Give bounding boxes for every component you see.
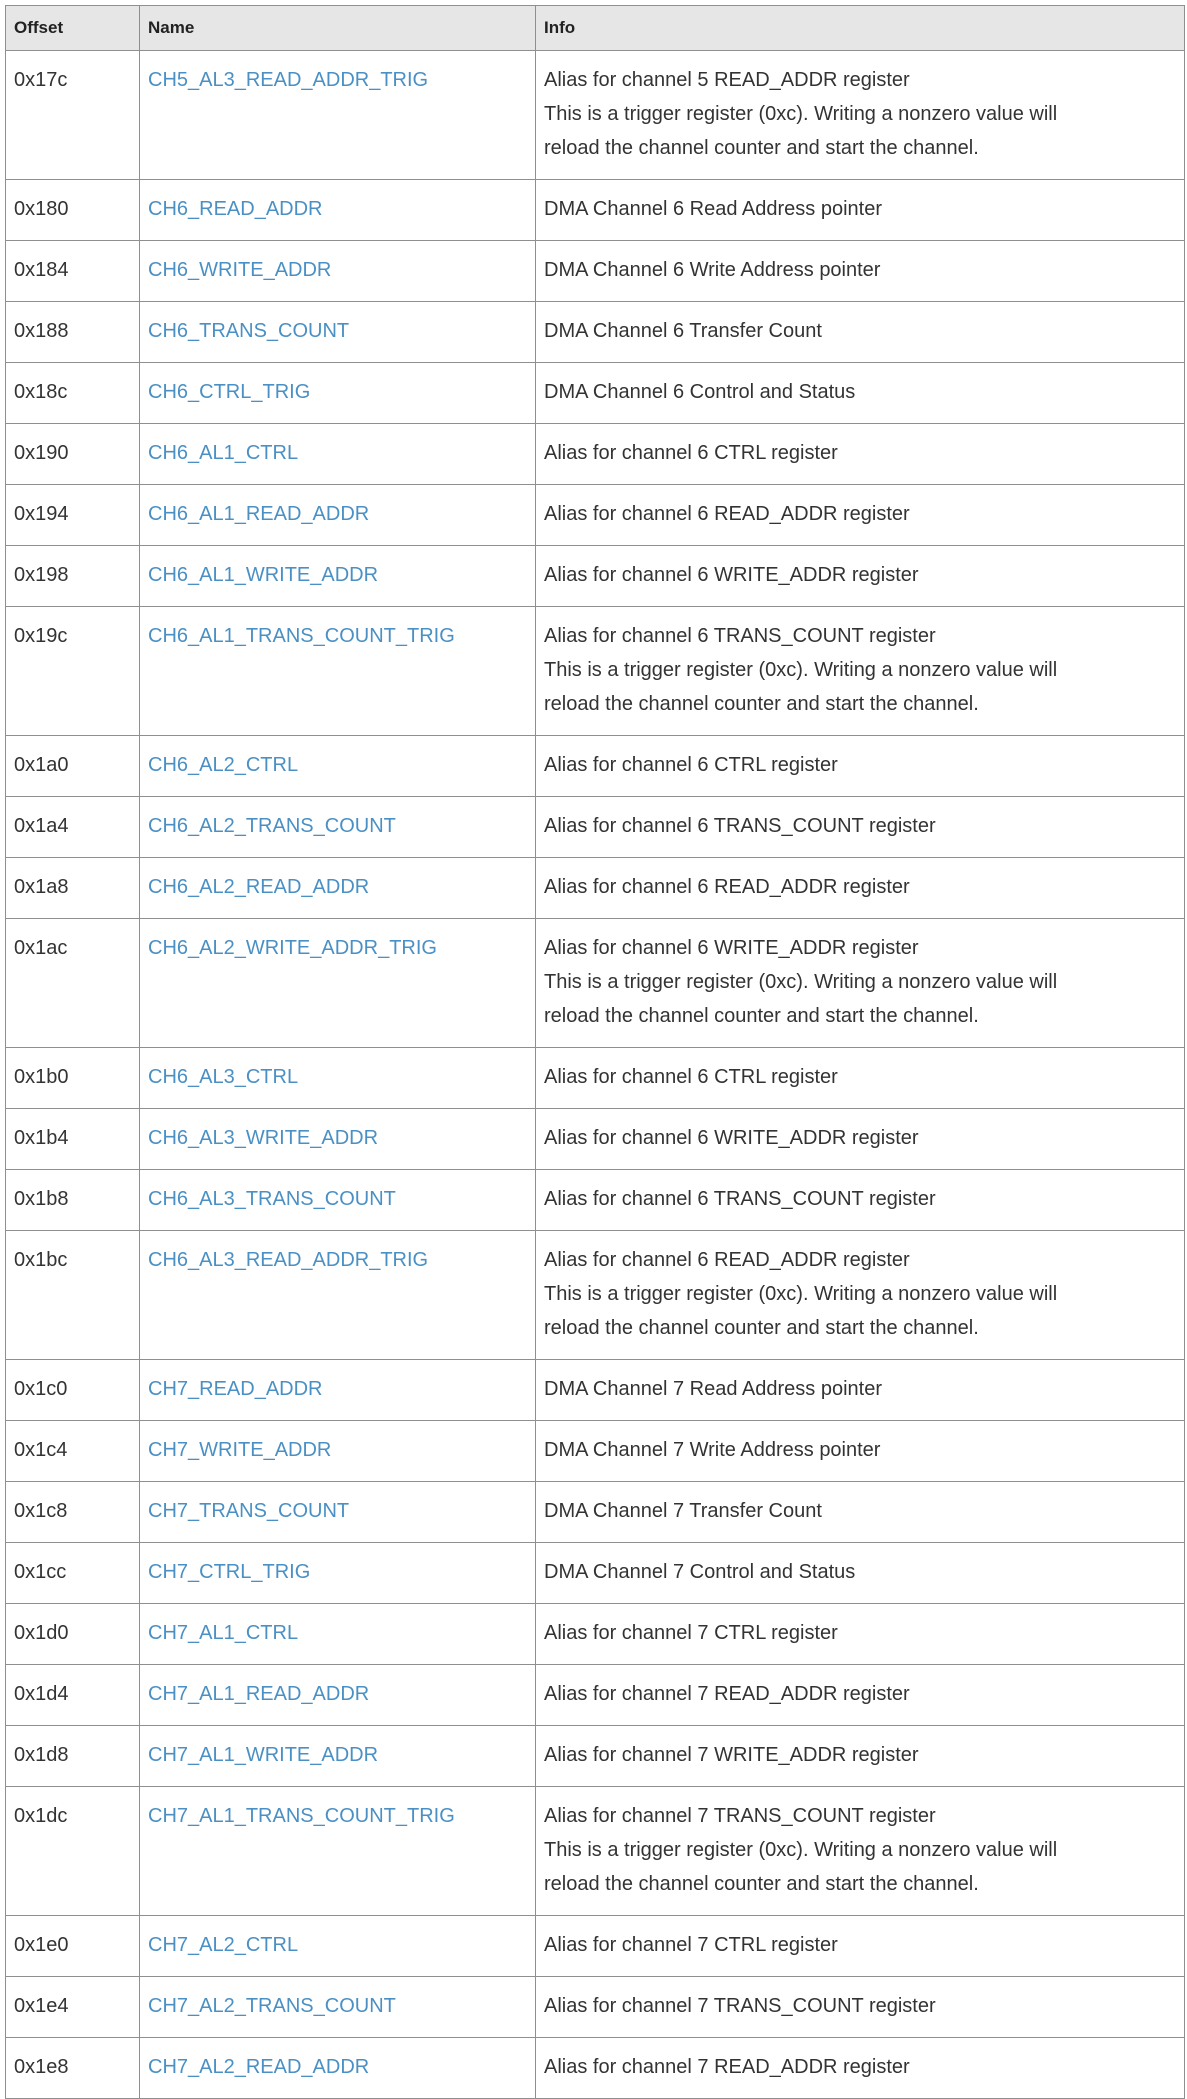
table-row: [6, 485, 1185, 546]
info-line: DMA Channel 6 Read Address pointer: [544, 198, 882, 220]
table-row: [6, 180, 1185, 241]
info-line: Alias for channel 6 READ_ADDR register: [544, 876, 910, 898]
register-name-link[interactable]: CH6_WRITE_ADDR: [148, 259, 332, 281]
info-cell: [536, 1421, 1185, 1482]
table-row: [6, 1421, 1185, 1482]
info-line: Alias for channel 7 WRITE_ADDR register: [544, 1744, 919, 1766]
register-name-link[interactable]: CH6_AL2_TRANS_COUNT: [148, 815, 396, 837]
register-name-link[interactable]: CH7_READ_ADDR: [148, 1378, 323, 1400]
table-row: [6, 241, 1185, 302]
table-row: [6, 1048, 1185, 1109]
info-cell: [536, 546, 1185, 607]
offset-cell: 0x1bc: [6, 1231, 140, 1360]
info-cell: [536, 1231, 1185, 1360]
name-cell: [140, 1977, 536, 2038]
info-line: reload the channel counter and start the channel.: [544, 1873, 979, 1895]
table-row: [6, 51, 1185, 180]
register-name-link[interactable]: CH7_TRANS_COUNT: [148, 1500, 350, 1522]
offset-cell: 0x1e0: [6, 1916, 140, 1977]
info-cell: [536, 1170, 1185, 1231]
register-name-link[interactable]: CH7_AL1_READ_ADDR: [148, 1683, 370, 1705]
offset-cell: 0x1ac: [6, 919, 140, 1048]
info-line: reload the channel counter and start the channel.: [544, 693, 979, 715]
offset-cell: 0x194: [6, 485, 140, 546]
name-cell: [140, 2038, 536, 2099]
info-line: DMA Channel 6 Control and Status: [544, 381, 856, 403]
info-line: DMA Channel 7 Transfer Count: [544, 1500, 822, 1522]
header-name: Name: [140, 6, 536, 51]
register-name-link[interactable]: CH7_AL2_CTRL: [148, 1934, 299, 1956]
register-name-link[interactable]: CH6_AL2_WRITE_ADDR_TRIG: [148, 937, 437, 959]
info-line: This is a trigger register (0xc). Writing a nonzero value will: [544, 103, 1058, 125]
name-cell: [140, 1048, 536, 1109]
offset-cell: 0x180: [6, 180, 140, 241]
info-line: Alias for channel 7 TRANS_COUNT register: [544, 1995, 936, 2017]
offset-cell: 0x1d0: [6, 1604, 140, 1665]
register-name-link[interactable]: CH7_AL1_CTRL: [148, 1622, 299, 1644]
info-cell: [536, 363, 1185, 424]
table-row: [6, 1109, 1185, 1170]
register-name-link[interactable]: CH7_AL2_TRANS_COUNT: [148, 1995, 396, 2017]
info-line: DMA Channel 7 Read Address pointer: [544, 1378, 882, 1400]
table-row: [6, 1665, 1185, 1726]
name-cell: [140, 1421, 536, 1482]
name-cell: [140, 858, 536, 919]
offset-cell: 0x1a0: [6, 736, 140, 797]
table-row: [6, 1360, 1185, 1421]
info-line: This is a trigger register (0xc). Writing a nonzero value will: [544, 1283, 1058, 1305]
info-line: Alias for channel 6 CTRL register: [544, 754, 838, 776]
info-cell: [536, 1604, 1185, 1665]
info-line: DMA Channel 7 Write Address pointer: [544, 1439, 881, 1461]
table-row: [6, 1170, 1185, 1231]
info-line: reload the channel counter and start the channel.: [544, 137, 979, 159]
offset-cell: 0x198: [6, 546, 140, 607]
info-cell: [536, 797, 1185, 858]
register-name-link[interactable]: CH5_AL3_READ_ADDR_TRIG: [148, 69, 429, 91]
offset-cell: 0x1a4: [6, 797, 140, 858]
name-cell: [140, 180, 536, 241]
register-name-link[interactable]: CH6_AL1_READ_ADDR: [148, 503, 370, 525]
offset-cell: 0x188: [6, 302, 140, 363]
info-line: Alias for channel 6 TRANS_COUNT register: [544, 625, 936, 647]
offset-cell: 0x1c4: [6, 1421, 140, 1482]
register-name-link[interactable]: CH6_TRANS_COUNT: [148, 320, 350, 342]
name-cell: [140, 1360, 536, 1421]
name-cell: [140, 1231, 536, 1360]
name-cell: [140, 1543, 536, 1604]
info-cell: [536, 302, 1185, 363]
register-name-link[interactable]: CH6_AL3_WRITE_ADDR: [148, 1127, 379, 1149]
offset-cell: 0x190: [6, 424, 140, 485]
info-line: Alias for channel 6 WRITE_ADDR register: [544, 564, 919, 586]
name-cell: [140, 1604, 536, 1665]
table-row: [6, 1482, 1185, 1543]
name-cell: [140, 797, 536, 858]
name-cell: [140, 51, 536, 180]
offset-cell: 0x18c: [6, 363, 140, 424]
name-cell: [140, 1787, 536, 1916]
info-cell: [536, 2038, 1185, 2099]
table-row: [6, 546, 1185, 607]
info-line: DMA Channel 6 Transfer Count: [544, 320, 822, 342]
info-line: Alias for channel 7 CTRL register: [544, 1622, 838, 1644]
header-info: Info: [536, 6, 1185, 51]
table-row: [6, 1787, 1185, 1916]
register-name-link[interactable]: CH6_CTRL_TRIG: [148, 381, 311, 403]
register-name-link[interactable]: CH6_AL2_READ_ADDR: [148, 876, 370, 898]
table-row: [6, 1231, 1185, 1360]
register-name-link[interactable]: CH6_READ_ADDR: [148, 198, 323, 220]
name-cell: [140, 607, 536, 736]
table-row: [6, 424, 1185, 485]
info-cell: [536, 424, 1185, 485]
offset-cell: 0x1dc: [6, 1787, 140, 1916]
register-name-link[interactable]: CH6_AL2_CTRL: [148, 754, 299, 776]
offset-cell: 0x184: [6, 241, 140, 302]
table-row: [6, 1977, 1185, 2038]
info-line: Alias for channel 5 READ_ADDR register: [544, 69, 910, 91]
info-line: This is a trigger register (0xc). Writing a nonzero value will: [544, 1839, 1058, 1861]
info-line: Alias for channel 6 CTRL register: [544, 1066, 838, 1088]
offset-cell: 0x1e8: [6, 2038, 140, 2099]
info-line: Alias for channel 6 CTRL register: [544, 442, 838, 464]
offset-cell: 0x1a8: [6, 858, 140, 919]
name-cell: [140, 736, 536, 797]
info-line: This is a trigger register (0xc). Writing a nonzero value will: [544, 971, 1058, 993]
name-cell: [140, 1665, 536, 1726]
info-line: Alias for channel 6 TRANS_COUNT register: [544, 815, 936, 837]
info-cell: [536, 485, 1185, 546]
info-line: Alias for channel 6 WRITE_ADDR register: [544, 1127, 919, 1149]
offset-cell: 0x1b4: [6, 1109, 140, 1170]
offset-cell: 0x1e4: [6, 1977, 140, 2038]
table-row: [6, 363, 1185, 424]
header-offset: Offset: [6, 6, 140, 51]
offset-cell: 0x1d8: [6, 1726, 140, 1787]
table-row: [6, 919, 1185, 1048]
register-name-link[interactable]: CH6_AL3_CTRL: [148, 1066, 299, 1088]
info-cell: [536, 241, 1185, 302]
info-cell: [536, 1726, 1185, 1787]
offset-cell: 0x1d4: [6, 1665, 140, 1726]
offset-cell: 0x19c: [6, 607, 140, 736]
info-cell: [536, 1360, 1185, 1421]
info-line: Alias for channel 6 WRITE_ADDR register: [544, 937, 919, 959]
name-cell: [140, 1109, 536, 1170]
info-line: Alias for channel 6 TRANS_COUNT register: [544, 1188, 936, 1210]
info-cell: [536, 919, 1185, 1048]
register-name-link[interactable]: CH6_AL1_WRITE_ADDR: [148, 564, 379, 586]
info-cell: [536, 1787, 1185, 1916]
info-line: Alias for channel 6 READ_ADDR register: [544, 1249, 910, 1271]
name-cell: [140, 1170, 536, 1231]
info-cell: [536, 858, 1185, 919]
info-line: reload the channel counter and start the channel.: [544, 1005, 979, 1027]
offset-cell: 0x1c0: [6, 1360, 140, 1421]
info-cell: [536, 1048, 1185, 1109]
register-table: [5, 5, 1185, 2099]
register-name-link[interactable]: CH6_AL3_TRANS_COUNT: [148, 1188, 396, 1210]
info-cell: [536, 51, 1185, 180]
info-line: Alias for channel 7 TRANS_COUNT register: [544, 1805, 936, 1827]
table-row: [6, 1726, 1185, 1787]
name-cell: [140, 241, 536, 302]
register-name-link[interactable]: CH7_AL1_TRANS_COUNT_TRIG: [148, 1805, 455, 1827]
table-row: [6, 302, 1185, 363]
offset-cell: 0x1c8: [6, 1482, 140, 1543]
register-name-link[interactable]: CH7_CTRL_TRIG: [148, 1561, 311, 1583]
info-cell: [536, 1109, 1185, 1170]
register-name-link[interactable]: CH6_AL1_TRANS_COUNT_TRIG: [148, 625, 455, 647]
info-cell: [536, 180, 1185, 241]
register-name-link[interactable]: CH6_AL3_READ_ADDR_TRIG: [148, 1249, 429, 1271]
info-cell: [536, 1482, 1185, 1543]
info-line: DMA Channel 6 Write Address pointer: [544, 259, 881, 281]
table-row: [6, 2038, 1185, 2099]
name-cell: [140, 424, 536, 485]
name-cell: [140, 1726, 536, 1787]
name-cell: [140, 919, 536, 1048]
name-cell: [140, 363, 536, 424]
info-line: DMA Channel 7 Control and Status: [544, 1561, 856, 1583]
table-row: [6, 736, 1185, 797]
table-row: [6, 797, 1185, 858]
table-header: [6, 6, 1185, 51]
info-cell: [536, 1665, 1185, 1726]
offset-cell: 0x1b0: [6, 1048, 140, 1109]
name-cell: [140, 1916, 536, 1977]
info-line: This is a trigger register (0xc). Writing a nonzero value will: [544, 659, 1058, 681]
table-row: [6, 1604, 1185, 1665]
register-name-link[interactable]: CH6_AL1_CTRL: [148, 442, 299, 464]
register-name-link[interactable]: CH7_AL2_READ_ADDR: [148, 2056, 370, 2078]
table-row: [6, 858, 1185, 919]
info-line: Alias for channel 6 READ_ADDR register: [544, 503, 910, 525]
offset-cell: 0x1b8: [6, 1170, 140, 1231]
table-row: [6, 607, 1185, 736]
register-name-link[interactable]: CH7_AL1_WRITE_ADDR: [148, 1744, 379, 1766]
name-cell: [140, 1482, 536, 1543]
info-cell: [536, 1977, 1185, 2038]
offset-cell: 0x1cc: [6, 1543, 140, 1604]
name-cell: [140, 546, 536, 607]
register-name-link[interactable]: CH7_WRITE_ADDR: [148, 1439, 332, 1461]
info-line: Alias for channel 7 READ_ADDR register: [544, 1683, 910, 1705]
info-line: Alias for channel 7 READ_ADDR register: [544, 2056, 910, 2078]
name-cell: [140, 302, 536, 363]
info-line: reload the channel counter and start the channel.: [544, 1317, 979, 1339]
info-cell: [536, 1916, 1185, 1977]
table-body: [6, 51, 1185, 2099]
offset-cell: 0x17c: [6, 51, 140, 180]
info-line: Alias for channel 7 CTRL register: [544, 1934, 838, 1956]
info-cell: [536, 736, 1185, 797]
table-row: [6, 1543, 1185, 1604]
info-cell: [536, 1543, 1185, 1604]
table-row: [6, 1916, 1185, 1977]
name-cell: [140, 485, 536, 546]
info-cell: [536, 607, 1185, 736]
header-row: [6, 6, 1185, 51]
